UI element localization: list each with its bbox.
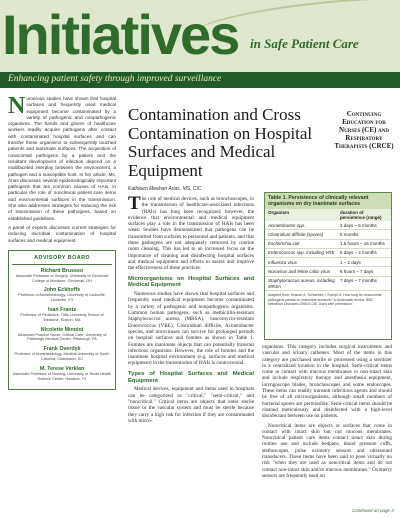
board-member-name: John Eckhoffs [43,287,81,294]
table-header-duration: duration of persistence (range) [340,210,382,220]
table-row [265,258,391,267]
table-header-row [265,209,391,221]
board-member [12,327,112,343]
table-cell-organism: Enterococcus spp. including VRE [268,250,335,256]
table-cell-organism: Staphylococcus aureus, including MRSA [268,278,335,289]
board-member-name: Frank Overdyk [43,346,81,353]
article-paragraph: Noncritical items are objects or surfaces that come in contact with intact skin but not mucous membranes. Noncritical patient care items contact intact skin during routine use and include bedpans, blood pressure cuffs, stethoscopes, pulse oximetry sensors and ultrasound transducers. These items have been said to pose virtually no risk "when they are used as noncritical items and do not contact non-intact skin and/or mucous membranes." Oximetry sensors are frequently used on [262,422,392,479]
table-cell-organism: Acinetobacter spp. [268,222,306,228]
tagline-text: Enhancing patient safety through improved surveillance [8,74,222,84]
table-cell-duration: 5 months [340,231,359,237]
table-header-organism: Organism [268,210,290,215]
table-cell-organism: Norovirus and feline calici virus [268,268,331,274]
section-heading: Microorganisms on Hospital Surfaces and Medical Equipment [128,275,254,289]
board-member-role: Associate Professor of Surgery, University of Cincinnati College of Medicine, Cincinnati, OH [15,273,109,283]
masthead-title: Initiatives [2,3,239,66]
article-paragraph: Numerous studies have shown that hospital surfaces and frequently used medical equipment become contaminated by a variety of pathogenic and nonpathogenic organisms. Common human pathogens, such as methicillin-resistant Staphylococcus aureus (MRSA), vancomycin-resistant Enterococcus (VRE), Clostridium difficile, Acinetobacter species, and noroviruses can survive for prolonged periods on hospital surfaces and fomites as shown in Table 1. Fomites are inanimate objects that can potentially transmit infectious organisms. However, the role of fomites and the inanimate hospital environment (e.g. surfaces and medical equipment) in the transmission of HAIs is controversial. [128,291,254,367]
table-cell-duration: 8 hours – 7 days [340,268,374,274]
advisory-board [8,250,116,391]
main-article [124,96,394,514]
table-cell-duration: 1 – 2 days [340,259,361,265]
table-cell-duration: 7 days – 7 months [340,278,377,284]
persistence-table [264,192,392,340]
board-member-name: Richard Brusseo [40,267,84,274]
board-member-name: Ivan Frantz [48,307,76,314]
table-cell-duration: 1.5 hours – 16 months [340,241,385,247]
table-row [265,267,391,276]
table-row [265,221,391,230]
ce-badge: Continuing Education for Nurses (CE) and Respiratory Therapists (CRCE) [334,110,394,150]
board-member [12,346,112,362]
table-row [265,249,391,258]
article-title: Contamination and Cross Contamination on Hospital Surfaces and Medical Equipment [128,105,313,180]
table-title: Table 1. Persistence of clinically relevant organisms on dry inanimate surfaces [265,193,391,209]
board-member-name: Nicolette Minnini [40,326,84,333]
board-member [12,268,112,284]
article-paragraph: Medical devices, equipment and items used in hospitals can be categorized as "critical," "semi-critical," and "noncritical." Critical items are objects that enter sterile tissue or the vascular system and must be sterile because they carry a high risk for infection if they are contaminated with micro- [128,386,254,424]
article-dropcap: T [128,196,141,214]
table-cell-duration: 5 days – 4 months [340,250,377,256]
table-cell-duration: 3 days – 5 months [340,222,377,228]
left-sidebar [8,96,116,514]
board-member [12,366,112,382]
board-member-role: Advanced Practice Nurse, Critical Care, University of Pittsburgh Medical Center, Pittsburgh, PA [17,332,107,342]
masthead-subtitle: in Safe Patient Care [250,36,359,51]
table-body [265,221,391,291]
table-row [265,240,391,249]
board-member-role: Professor of Anesthesiology, University of Louisville, Louisville, KY [18,293,106,303]
continued-note: Continued on page 3 [352,508,394,513]
section-heading: Types of Hospital Surfaces and Medical Equipment [128,370,254,384]
article-paragraph: organisms. This category includes surgical instruments and vascular and urinary catheters. Most of the items in this category are purchased sterile or processed using a sterilizer in a centralized location in the hospital. Semi-critical items come in contact with mucous membranes or non-intact skin and include respiratory therapy and anesthesia equipment, laryngoscope blades, bronchoscopes and some endoscopes. These items can readily transmit infectious agents and should be free of all microorganisms, although small numbers of bacterial spores are permissible. Semi-critical items should be cleaned meticulously and disinfected with a high-level disinfectant between use on patients. [262,344,392,420]
article-byline: Kathleen Meehan Arias, MS, CIC [128,186,202,192]
intro-dropcap: N [8,96,26,119]
board-member [12,307,112,323]
board-member [12,287,112,303]
article-paragraph: he role of medical devices, such as bronchoscopes, in the transmission of healthcare-associated infections (HAIs) has long been recognized; however, the evidence that environmental and medical equipment surfaces play a role in the transmission of HAIs has been weak. Studies have demonstrated that pathogens can be transmitted from surfaces to personnel and patients, and that these pathogens are not adequately removed by routine room cleaning. This has led to an increased focus on the importance of cleaning and disinfecting hospital surfaces and medical equipment and efforts to assess and improve the effectiveness of these practices. [128,196,254,272]
board-member-role: Professor of Pediatrics, Tufts University School of Medicine, Boston, MA [20,313,104,322]
table-row [265,230,391,239]
table-note: Adapted from: Kramer A, Schwebke I, Kampf G. How long do nosocomial pathogens persist on inanimate surfaces? A systematic review. BMC Infectious Diseases 2006;6:130. Used with permission. [268,293,382,306]
table-row [265,277,391,292]
tagline-bar [0,72,400,88]
article-column-right [262,344,392,506]
table-cell-organism: Influenza virus [268,259,298,265]
intro-text [8,96,116,244]
masthead-header [0,0,400,88]
intro-paragraph-1: umerous studies have shown that hospital surfaces and frequently used medical equipment become contaminated by a variety of pathogenic and nonpathogenic organisms. The hands and gloves of healthcare workers readily acquire pathogens after contact with contaminated hospital surfaces and can transfer these organisms to subsequently touched patients and inanimate surfaces. The acquisition of nosocomial pathogens by a patient and the resultant development of infection depend on a multifaceted interplay between the environment, a pathogen and a susceptible host. In her article, Ms. Arias discusses several epidemiologically important pathogens that are common causes of HAIs, in particular the role of nonclinical patient care items and environmental surfaces in the transmission. She also addresses strategies for reducing the risk of transmission of these pathogens, based on established guidelines. [8,96,116,221]
table-cell-organism: Escherichia coli [268,241,300,247]
board-member-role: Associate Professor of Nursing, University of Texas Health Science Center, Houston, TX [12,371,112,381]
advisory-board-title: ADVISORY BOARD [12,255,112,265]
table-cell-organism: Clostridium difficile (spores) [268,231,324,237]
board-member-name: M. Terese Verklan [39,365,85,372]
article-column-left [128,196,254,514]
board-member-role: Professor of Anesthesiology, Medical University of South Carolina, Charleston, SC [14,352,110,361]
advisory-board-list [12,268,112,382]
intro-paragraph-2: A panel of experts discusses current strategies for reducing microbial contamination of hospital surfaces and medical equipment. [8,224,116,243]
